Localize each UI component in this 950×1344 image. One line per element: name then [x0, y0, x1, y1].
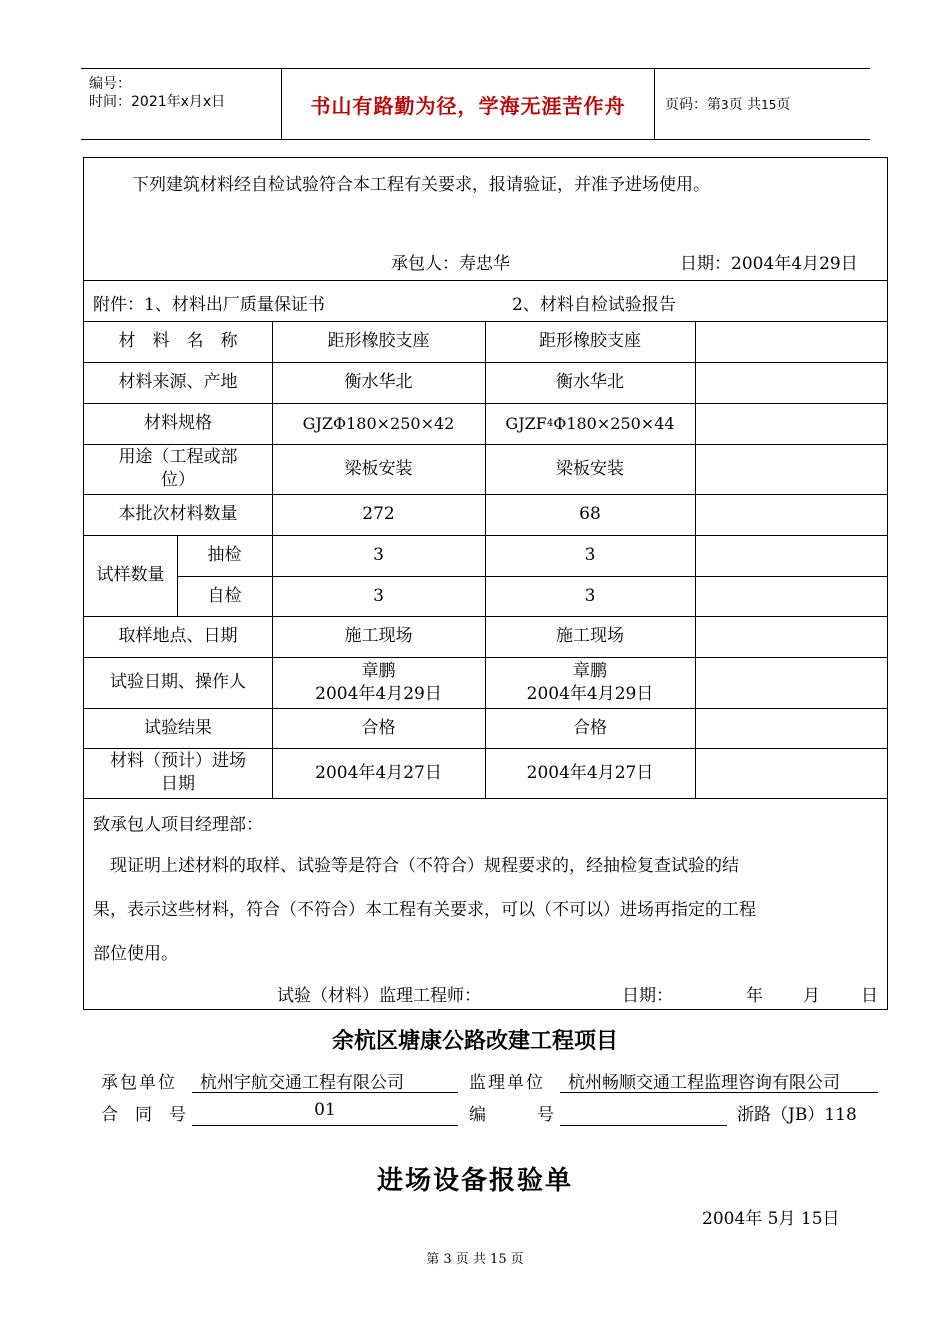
self-check-3 [695, 576, 887, 616]
label-test-date-operator: 试验日期、操作人 [110, 672, 246, 692]
label-entry-date: 材料（预计）进场 日期 [110, 751, 246, 794]
label-spot-check: 抽检 [207, 545, 242, 565]
material-name-2: 距形橡胶支座 [539, 331, 641, 351]
header-meta [81, 69, 281, 139]
sampling-place-1: 施工现场 [344, 626, 413, 646]
contractor-signature: 承包人：寿忠华 [391, 254, 510, 274]
sampling-place-2: 施工现场 [556, 626, 624, 646]
material-source-2: 衡水华北 [556, 372, 624, 392]
sign-day-label: 日 [861, 986, 878, 1006]
page-header [81, 68, 870, 140]
test-result-3 [695, 708, 887, 748]
certification-line-2: 果，表示这些材料，符合（不符合）本工程有关要求，可以（不可以）进场再指定的工程 [93, 900, 756, 920]
test-result-1: 合格 [361, 717, 396, 738]
sign-month-label: 月 [803, 986, 820, 1006]
sign-date-label: 日期： [622, 986, 673, 1006]
self-check-1: 3 [373, 585, 384, 606]
material-name-3 [695, 321, 887, 362]
page-footer: 第 3 页 共 15 页 [426, 1252, 524, 1267]
material-purpose-2: 梁板安装 [556, 458, 624, 479]
test-date-operator-1: 章鹏 2004年4月29日 [315, 660, 442, 704]
contractor-unit: 杭州宇航交通工程有限公司 [200, 1073, 404, 1093]
page-indicator: 页码：第3页 共15页 [665, 97, 791, 113]
material-source-3 [695, 362, 887, 403]
attachment-1: 附件：1、材料出厂质量保证书 [93, 295, 325, 315]
certification-line-3: 部位使用。 [93, 944, 178, 964]
certification-line-1: 现证明上述材料的取样、试验等是符合（不符合）规程要求的，经抽检复查试验的结 [110, 856, 739, 876]
supervisor-unit-label: 监理单位 [469, 1073, 545, 1093]
label-sampling-place: 取样地点、日期 [118, 626, 238, 646]
label-sample-quantity: 试样数量 [96, 565, 165, 585]
certification-addressee: 致承包人项目经理部： [93, 815, 263, 835]
attachment-2: 2、材料自检试验报告 [512, 295, 676, 315]
label-material-purpose: 用途（工程或部 位） [118, 447, 238, 490]
label-test-result: 试验结果 [144, 717, 212, 738]
material-spec-2: GJZF 4 Φ180×250×44 [505, 414, 675, 433]
number-label: 编 号 [469, 1105, 554, 1125]
label-self-check: 自检 [207, 585, 242, 606]
supervising-engineer-label: 试验（材料）监理工程师： [277, 986, 481, 1006]
sampling-place-3 [695, 616, 887, 657]
test-result-2: 合格 [573, 717, 607, 738]
form-intro: 下列建筑材料经自检试验符合本工程有关要求，报请验证，并准予进场使用。 [132, 175, 710, 195]
supervisor-unit: 杭州畅顺交通工程监理咨询有限公司 [568, 1073, 840, 1093]
entry-date-3 [695, 748, 887, 798]
material-spec-1: GJZΦ180×250×42 [302, 414, 455, 433]
material-inspection-form [83, 157, 888, 1010]
self-check-2: 3 [584, 585, 596, 606]
test-date-operator-2: 章鹏 2004年4月29日 [526, 660, 654, 704]
serial-label: 编号： [89, 76, 131, 92]
application-date: 日期：2004年4月29日 [680, 254, 858, 274]
material-source-1: 衡水华北 [344, 372, 413, 392]
label-material-source: 材料来源、产地 [118, 372, 238, 392]
spot-check-2: 3 [584, 545, 596, 565]
project-title: 余杭区塘康公路改建工程项目 [331, 1029, 618, 1054]
material-spec-3 [695, 403, 887, 444]
spot-check-3 [695, 535, 887, 576]
contractor-unit-label: 承包单位 [101, 1073, 177, 1093]
batch-quantity-1: 272 [362, 504, 395, 524]
material-name-1: 距形橡胶支座 [327, 331, 430, 351]
equipment-form-title: 进场设备报验单 [376, 1166, 573, 1196]
entry-date-2: 2004年4月27日 [526, 762, 654, 783]
contract-no-label: 合 同 号 [101, 1105, 186, 1125]
spot-check-1: 3 [373, 545, 384, 565]
test-date-operator-3 [695, 657, 887, 708]
material-purpose-3 [695, 444, 887, 494]
label-material-spec: 材料规格 [144, 413, 212, 433]
entry-date-1: 2004年4月27日 [315, 762, 442, 783]
header-motto: 书山有路勤为径，学海无涯苦作舟 [310, 93, 626, 118]
batch-quantity-3 [695, 494, 887, 535]
document-number: 浙路（JB）118 [737, 1105, 857, 1125]
sign-year-label: 年 [746, 986, 763, 1006]
batch-quantity-2: 68 [579, 504, 601, 524]
material-purpose-1: 梁板安装 [344, 458, 413, 479]
contract-no: 01 [314, 1100, 336, 1120]
header-motto-box [281, 69, 655, 139]
label-material-name: 材 料 名 称 [118, 331, 238, 351]
header-date: 时间：2021年x月x日 [89, 94, 226, 110]
label-batch-quantity: 本批次材料数量 [118, 504, 238, 524]
equipment-form-date: 2004年 5月 15日 [702, 1209, 840, 1229]
header-page-info [655, 69, 870, 139]
